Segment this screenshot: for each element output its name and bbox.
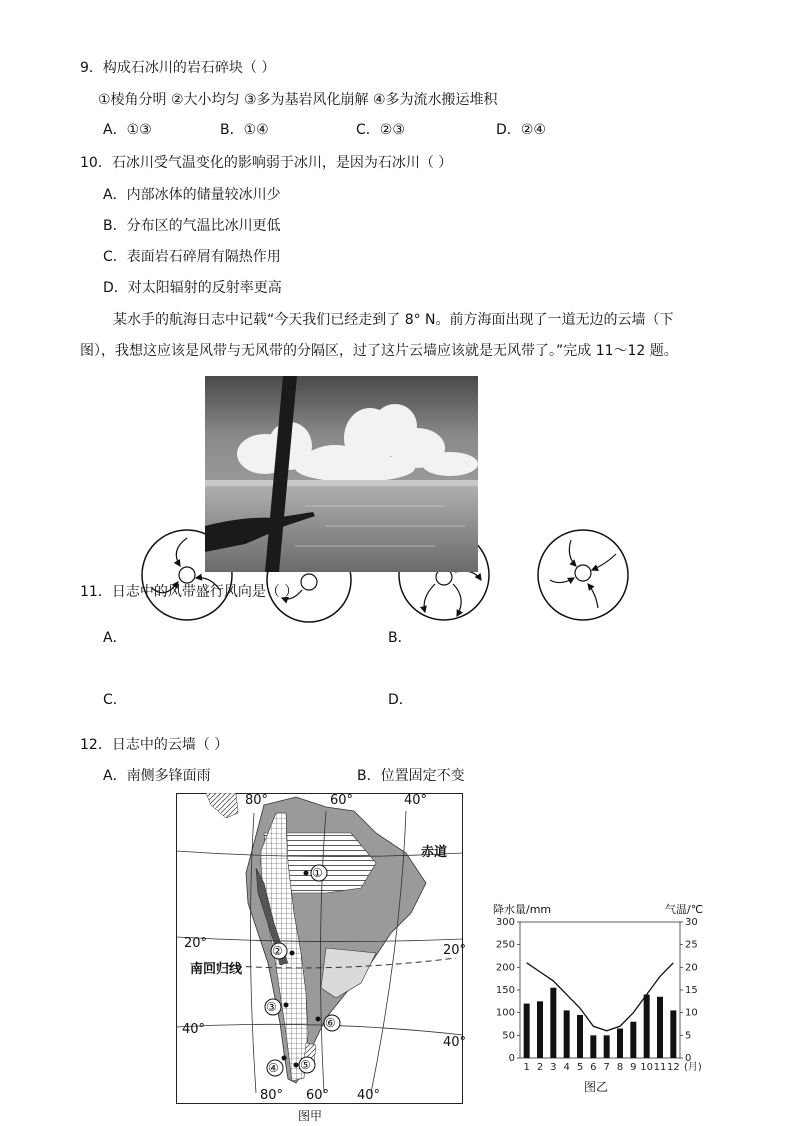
q11-stem: 11．日志中的风带盛行风向是（ ） <box>80 584 299 600</box>
map-lat-right-20: 20° <box>443 943 467 958</box>
y-tick-label: 50 <box>502 1030 515 1042</box>
wind-diagram-d <box>536 528 630 622</box>
q9-stem: 9．构成石冰川的岩石碎块（ ） <box>80 60 276 76</box>
map-lat-right-40: 40° <box>443 1035 467 1050</box>
y2-tick-label: 10 <box>685 1007 698 1019</box>
precip-bar <box>550 988 556 1058</box>
map-marker-1: ① <box>312 866 323 880</box>
map-lon-top-40: 40° <box>404 793 428 808</box>
map-marker-6: ⑥ <box>325 1016 336 1030</box>
precip-bar <box>657 997 663 1058</box>
q11-option-d: D． <box>388 692 413 708</box>
y2-tick-label: 30 <box>685 917 698 928</box>
precip-bar <box>577 1015 583 1058</box>
y-tick-label: 150 <box>495 985 515 996</box>
precip-bar <box>617 1029 623 1058</box>
q10-stem: 10．石冰川受气温变化的影响弱于冰川，是因为石冰川（ ） <box>80 155 453 171</box>
map-lat-left-40: 40° <box>182 1022 206 1037</box>
q10-option-c: C．表面岩石碎屑有隔热作用 <box>103 249 281 265</box>
temperature-line <box>527 963 674 1031</box>
precip-bar <box>524 1004 530 1058</box>
x-tick-label: 8 <box>616 1062 624 1073</box>
precip-bar <box>537 1001 543 1058</box>
precip-bar <box>564 1010 570 1058</box>
q10-option-a: A．内部冰体的储量较冰川少 <box>103 187 281 203</box>
x-tick-label: 1 <box>523 1062 530 1073</box>
precip-bar <box>670 1010 676 1058</box>
map-lon-top-60: 60° <box>330 793 354 808</box>
map-lon-bottom-80: 80° <box>260 1088 284 1103</box>
x-tick-label: 6 <box>590 1062 597 1073</box>
y2-tick-label: 20 <box>685 962 698 974</box>
y-tick-label: 250 <box>495 939 515 951</box>
map-lon-top-80: 80° <box>245 793 269 808</box>
cloud-wall-photo <box>205 376 478 572</box>
map-tropic-label: 南回归线 <box>190 962 243 977</box>
precip-bar <box>630 1022 636 1058</box>
q9-items: ①棱角分明 ②大小均匀 ③多为基岩风化崩解 ④多为流水搬运堆积 <box>98 92 498 108</box>
passage-line-1: 某水手的航海日志中记载“今天我们已经走到了 8° N。前方海面出现了一道无边的云墙（下 <box>113 312 674 328</box>
x-unit-label: (月) <box>684 1062 702 1073</box>
x-tick-label: 9 <box>630 1062 637 1073</box>
x-tick-label: 4 <box>563 1062 570 1073</box>
map-marker-2: ② <box>272 944 283 958</box>
chart-caption: 图乙 <box>584 1080 609 1094</box>
climate-chart <box>490 900 715 1095</box>
y-tick-label: 0 <box>508 1053 515 1064</box>
q9-option-d: D．②④ <box>496 122 546 138</box>
chart-right-axis-title: 气温/℃ <box>665 903 704 916</box>
q9-option-b: B．①④ <box>220 122 269 138</box>
map-lat-left-20: 20° <box>184 936 208 951</box>
map-lon-bottom-40: 40° <box>357 1088 381 1103</box>
q10-option-b: B．分布区的气温比冰川更低 <box>103 218 281 234</box>
south-america-map <box>176 793 463 1104</box>
x-tick-label: 7 <box>603 1062 610 1073</box>
x-tick-label: 10 <box>640 1062 654 1073</box>
x-tick-label: 3 <box>550 1062 557 1073</box>
precip-bar <box>604 1035 610 1058</box>
y2-tick-label: 25 <box>685 939 698 951</box>
q9-option-c: C．②③ <box>356 122 405 138</box>
map-marker-5: ⑤ <box>300 1058 311 1072</box>
q10-option-d: D．对太阳辐射的反射率更高 <box>103 280 282 296</box>
x-tick-label: 5 <box>576 1062 584 1073</box>
x-tick-label: 12 <box>666 1062 680 1073</box>
chart-left-axis-title: 降水量/mm <box>493 903 552 916</box>
y2-tick-label: 15 <box>685 985 698 996</box>
x-tick-label: 11 <box>653 1062 667 1073</box>
map-equator-label: 赤道 <box>421 845 448 860</box>
map-marker-4: ④ <box>268 1061 279 1075</box>
y2-tick-label: 0 <box>685 1053 692 1064</box>
y2-tick-label: 5 <box>685 1030 692 1042</box>
passage-line-2: 图），我想这应该是风带与无风带的分隔区，过了这片云墙应该就是无风带了。”完成 11～12 题。 <box>80 343 678 359</box>
q11-option-b: B． <box>388 630 412 646</box>
q12-option-a: A．南侧多锋面雨 <box>103 768 211 784</box>
precip-bar <box>590 1035 596 1058</box>
q12-option-b: B．位置固定不变 <box>357 768 465 784</box>
q9-option-a: A．①③ <box>103 122 152 138</box>
map-marker-3: ③ <box>266 1000 277 1014</box>
q12-stem: 12．日志中的云墙（ ） <box>80 737 229 753</box>
q11-option-a: A． <box>103 630 127 646</box>
precip-bar <box>644 995 650 1058</box>
y-tick-label: 300 <box>495 917 515 928</box>
map-lon-bottom-60: 60° <box>306 1088 330 1103</box>
q11-option-c: C． <box>103 692 127 708</box>
chart-plot-frame <box>520 922 680 1058</box>
x-tick-label: 2 <box>536 1062 544 1073</box>
y-tick-label: 200 <box>495 962 515 974</box>
map-caption: 图甲 <box>298 1109 323 1123</box>
y-tick-label: 100 <box>495 1007 515 1019</box>
